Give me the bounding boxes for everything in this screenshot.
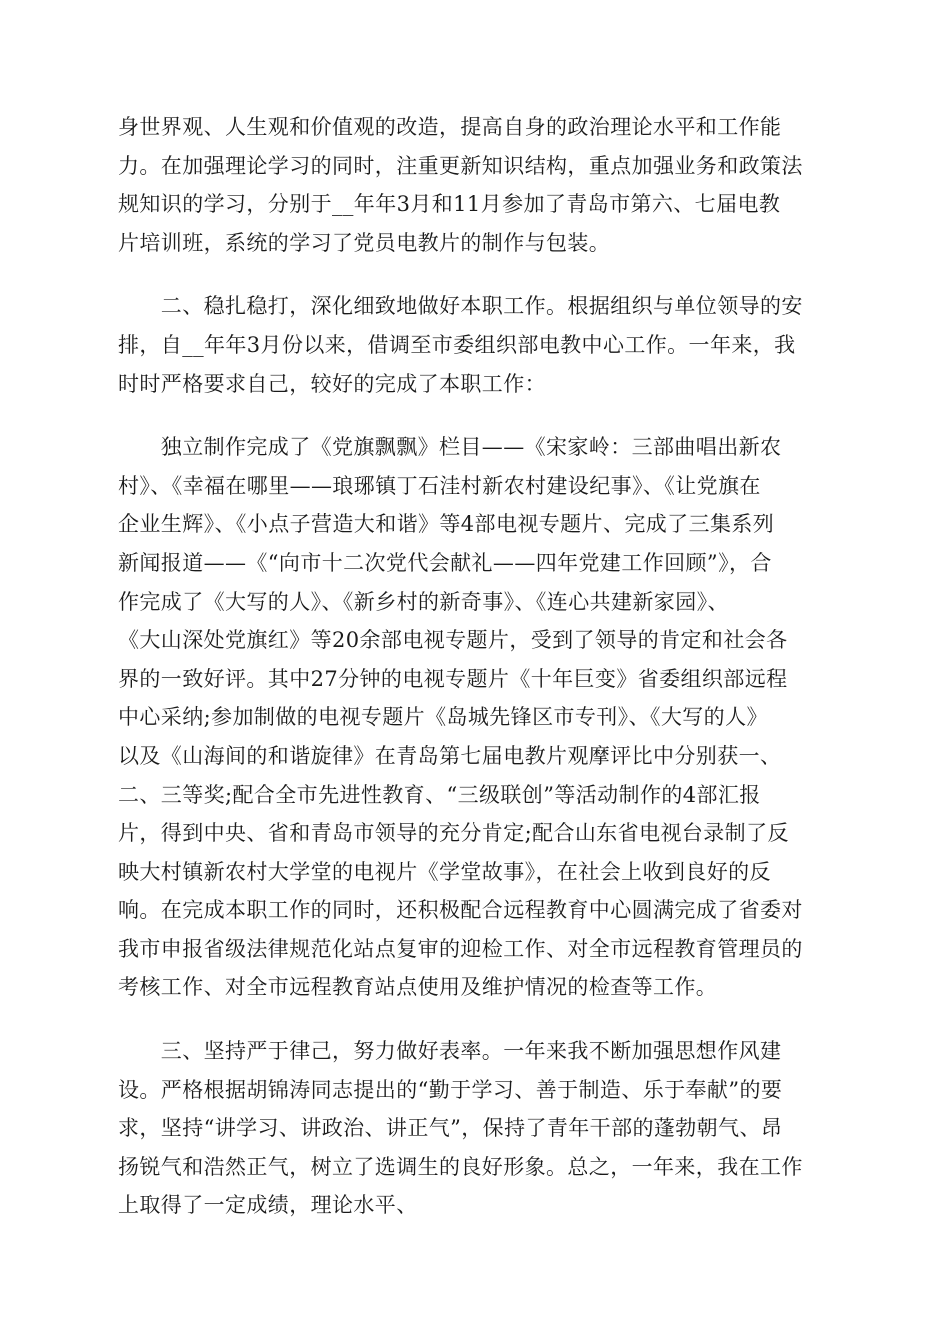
text-line: 上取得了一定成绩，理论水平、 [118,1193,418,1218]
text-line: 村》、《幸福在哪里——琅琊镇丁石洼村新农村建设纪事》、《让党旗在 [118,473,761,498]
text-line: 二、三等奖;配合全市先进性教育、“三级联创”等活动制作的4部汇报 [118,782,761,807]
text-line: 作完成了《大写的人》、《新乡村的新奇事》、《连心共建新家园》、 [118,589,729,614]
text-line: 三、坚持严于律己，努力做好表率。一年来我不断加强思想作风建 [118,1039,782,1064]
text-line: 响。在完成本职工作的同时，还积极配合远程教育中心圆满完成了省委对 [118,898,803,923]
text-line: 身世界观、人生观和价值观的改造，提高自身的政治理论水平和工作能 [118,115,782,139]
text-line: 设。严格根据胡锦涛同志提出的“勤于学习、善于制造、乐于奉献”的要 [118,1077,783,1102]
paragraph-section-two [118,287,830,403]
paragraph-productions [118,428,830,1007]
text-line: 求，坚持“讲学习、讲政治、讲正气”，保持了青年干部的蓬勃朝气、昂 [118,1116,783,1141]
text-line: 中心采纳;参加制做的电视专题片《岛城先锋区市专刊》、《大写的人》 [118,705,768,730]
text-line: 片，得到中央、省和青岛市领导的充分肯定;配合山东省电视台录制了反 [118,821,789,846]
text-line: 《大山深处党旗红》等20余部电视专题片，受到了领导的肯定和社会各 [118,628,788,653]
paragraph-spacer [118,403,830,428]
text-line: 我市申报省级法律规范化站点复审的迎检工作、对全市远程教育管理员的 [118,936,803,961]
text-line: 企业生辉》、《小点子营造大和谐》等4部电视专题片、完成了三集系列 [118,512,775,537]
text-line: 排，自__年年3月份以来，借调至市委组织部电教中心工作。一年来，我 [118,332,796,357]
text-line: 考核工作、对全市远程教育站点使用及维护情况的检查等工作。 [118,975,718,1000]
text-line: 二、稳扎稳打，深化细致地做好本职工作。根据组织与单位领导的安 [118,294,803,319]
paragraph-study [118,108,830,262]
paragraph-spacer [118,262,830,287]
text-line: 力。在加强理论学习的同时，注重更新知识结构，重点加强业务和政策法 [118,153,803,178]
text-line: 扬锐气和浩然正气，树立了选调生的良好形象。总之，一年来，我在工作 [118,1154,803,1179]
text-line: 界的一致好评。其中27分钟的电视专题片《十年巨变》省委组织部远程 [118,666,788,691]
text-line: 时时严格要求自己，较好的完成了本职工作： [118,371,546,396]
text-line: 新闻报道——《“向市十二次党代会献礼——四年党建工作回顾”》，合 [118,550,772,575]
text-line: 片培训班，系统的学习了党员电教片的制作与包装。 [118,230,611,255]
document-page [118,108,830,1225]
text-line: 以及《山海间的和谐旋律》在青岛第七届电教片观摩评比中分别获一、 [118,743,782,768]
text-line: 独立制作完成了《党旗飘飘》栏目——《宋家岭：三部曲唱出新农 [118,435,782,460]
text-line: 映大村镇新农村大学堂的电视片《学堂故事》，在社会上收到良好的反 [118,859,771,884]
text-line: 规知识的学习，分别于__年年3月和11月参加了青岛市第六、七届电教 [118,192,781,217]
paragraph-section-three [118,1032,830,1225]
paragraph-spacer [118,1007,830,1032]
